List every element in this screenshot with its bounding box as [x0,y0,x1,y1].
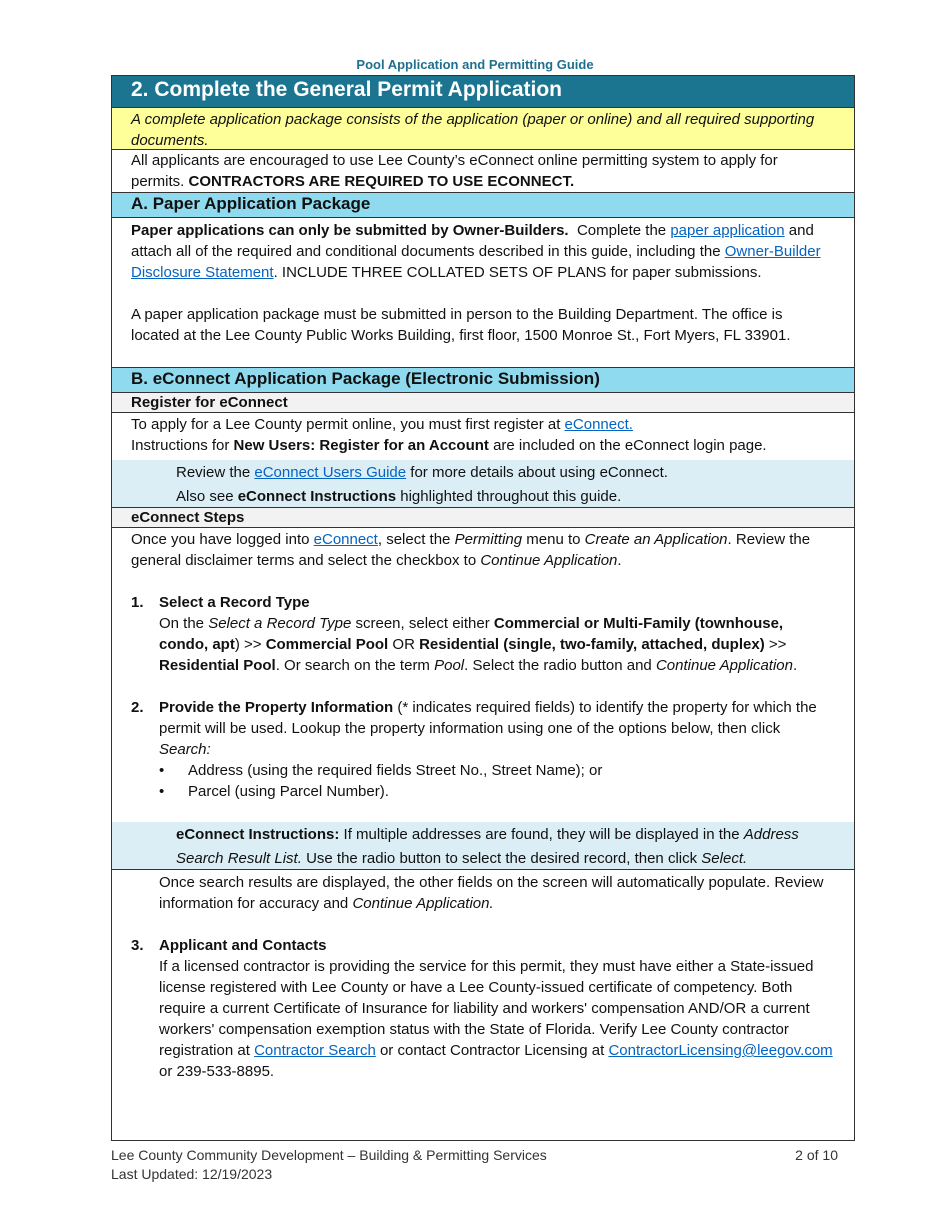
s1-t4: OR [392,636,415,653]
register-line-2 [131,435,835,456]
page-header: Pool Application and Permitting Guide [356,57,594,72]
econnect-tip-box [112,460,854,508]
footer-org: Lee County Community Development – Building & Permitting Services [111,1147,547,1163]
s1-i2: Pool [434,657,465,674]
list-item: • Address (using the required fields Street No., Street Name); or [159,760,835,781]
econnect-users-guide-link[interactable]: eConnect Users Guide [254,464,407,481]
steps-text-5: . [617,552,622,569]
step-1 [131,592,835,676]
steps-intro [131,529,835,571]
s1-t5: >> [768,636,787,653]
s1-i1: Select a Record Type [208,615,352,632]
section-title: 2. Complete the General Permit Application [112,76,854,108]
contractor-licensing-email-link[interactable]: ContractorLicensing@leegov.com [608,1042,833,1059]
contractors-required: CONTRACTORS ARE REQUIRED TO USE ECONNECT. [188,173,575,190]
step-3-body [131,956,835,1082]
after-text: Once search results are displayed, the other fields on the screen will automatically populate. Review information for accuracy and [159,874,824,912]
register-body [112,413,854,462]
steps-title: eConnect Steps [112,508,854,528]
section-a-para1 [131,220,835,283]
owner-builder-disclosure-link[interactable]: Owner-Builder Disclosure Statement [131,243,821,281]
steps-text-3: menu to [526,531,581,548]
intro-note: A complete application package consists of the application (paper or online) and all required supporting documents. [112,108,854,150]
step-2-title: Provide the Property Information [159,699,394,716]
step-2-number: 2. [131,699,144,716]
guide-frame [111,75,855,1141]
encourage-text [112,150,854,193]
steps-italic-3: Continue Application [480,552,618,569]
register-text-2: Instructions for [131,437,230,454]
step-1-number: 1. [131,594,144,611]
after-italic: Continue Application. [352,895,494,912]
tip-instructions [176,485,854,509]
section-a-title: A. Paper Application Package [112,193,854,218]
tip2-bold: eConnect Instructions [237,488,397,505]
s1-i3: Continue Application [655,657,793,674]
section-a-para2: A paper application package must be submitted in person to the Building Department. The office is located at the Lee County Public Works Building, first floor, 1500 Monroe St., Fort Myers, FL 33901. [131,306,791,344]
contractor-search-link[interactable]: Contractor Search [254,1042,376,1059]
step-3 [131,935,835,1082]
list-item: • Parcel (using Parcel Number). [159,781,835,802]
a-text-1: Complete the [576,222,667,239]
s1-t8: . [793,657,798,674]
s1-b3: Residential (single, two-family, attached, duplex) [419,636,765,653]
s1-b1: Commercial or Multi-Family (townhouse, condo, apt [159,615,784,653]
tip1-text: Review the [176,464,251,481]
page-number: 2 of 10 [795,1147,838,1163]
s1-t2: screen, select either [355,615,490,632]
owner-builder-lead: Paper applications can only be submitted by Owner-Builders. [131,222,569,239]
step-3-number: 3. [131,937,144,954]
step-1-body [131,613,835,676]
register-text: To apply for a Lee County permit online, you must first register at [131,416,561,433]
step-2-body [131,697,835,760]
tip-text-1: If multiple addresses are found, they will be displayed in the [343,826,740,843]
a-text-3: . INCLUDE THREE COLLATED SETS OF PLANS for paper submissions. [273,264,762,281]
lookup-options-list [131,760,835,802]
s3-t3: or 239-533-8895. [159,1063,275,1080]
encourage-sentence: All applicants are encouraged to use Lee County’s eConnect online permitting system to apply for permits. [131,152,778,190]
tip-label: eConnect Instructions: [176,826,340,843]
tip-text-2: Use the radio button to select the desired record, then click [306,850,698,867]
s1-t6: . Or search on the term [275,657,430,674]
register-text-3: are included on the eConnect login page. [493,437,767,454]
tip-italic-2: Select. [701,850,748,867]
step-2 [131,697,835,802]
step-2-after [131,872,835,914]
tip-italic-1: Address Search Result List. [176,826,799,867]
tip-users-guide [176,461,854,485]
steps-text-2: , select the [377,531,451,548]
econnect-register-link[interactable]: eConnect. [564,416,633,433]
step-1-title: Select a Record Type [159,594,310,611]
s2-t1: (* indicates required fields) to identify the property for which the permit will be used. Lookup the property information using one of the options below, then click [159,699,817,737]
s1-t1: On the [159,615,205,632]
tip1-text-2: for more details about using eConnect. [410,464,668,481]
econnect-instructions-box [112,822,854,870]
page-footer [111,1146,838,1184]
a-text-2: and attach all of the required and conditional documents described in this guide, including the [131,222,814,260]
new-users-register: New Users: Register for an Account [233,437,489,454]
tip2-text: Also see [176,488,234,505]
s1-b2: Commercial Pool [265,636,389,653]
s2-i1: Search: [159,741,211,758]
s1-t7: . Select the radio button and [464,657,652,674]
steps-text-1: Once you have logged into [131,531,310,548]
s1-t3: ) >> [234,636,262,653]
tip2-text-2: highlighted throughout this guide. [400,488,622,505]
steps-body [112,528,854,823]
register-line-1 [131,414,835,435]
section-b-title: B. eConnect Application Package (Electronic Submission) [112,368,854,393]
econnect-link[interactable]: eConnect [313,531,378,548]
steps-italic-2: Create an Application [584,531,728,548]
section-a-body [112,218,854,368]
continued-body [112,870,854,1140]
footer-updated: Last Updated: 12/19/2023 [111,1166,273,1182]
paper-application-link[interactable]: paper application [670,222,785,239]
s1-b4: Residential Pool [159,657,276,674]
s3-t2: or contact Contractor Licensing at [379,1042,605,1059]
steps-text-4: . Review the general disclaimer terms and select the checkbox to [131,531,811,569]
s3-t1: If a licensed contractor is providing the service for this permit, they must have either a State-issued license registered with Lee County or have a Lee County-issued certificate of competency. Both require a current Certificate of Insurance for liability and workers' compensation AND/OR a current workers' compensation exemption status with the State of Florida. Verify Lee County contractor registration at [159,958,814,1059]
steps-italic-1: Permitting [454,531,523,548]
register-title: Register for eConnect [112,393,854,413]
step-3-title: Applicant and Contacts [159,937,327,954]
